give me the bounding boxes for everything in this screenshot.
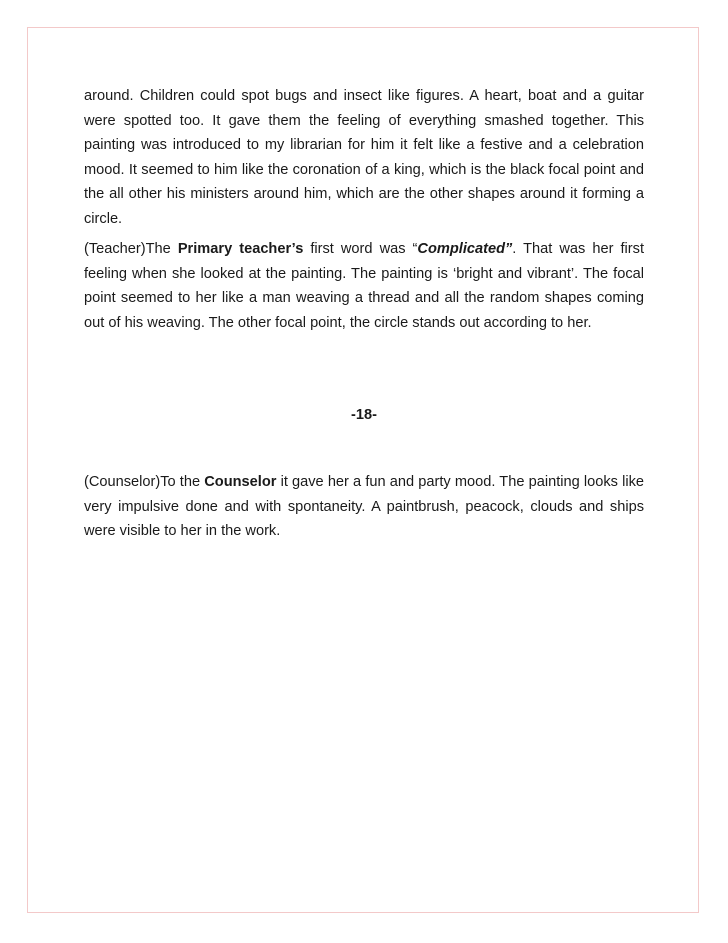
counselor-rest: it gave her a fun and party mood. The painting looks like very impulsive done and with spontaneity. A paintbrush, peacock, clouds and ships were visible to her in the work. [84,474,644,539]
page-number: -18- [351,407,377,423]
document-body [84,84,644,335]
teacher-rest: . That was her first feeling when she looked at the painting. The painting is ‘bright and vibrant’. The focal point seemed to her like a man weaving a thread and all the random shapes coming out of his weaving. The other focal point, the circle stands out according to her. [84,241,644,331]
counselor-prefix: (Counselor)To the [84,474,205,490]
counselor-role: Counselor [204,474,277,490]
teacher-emphasis: Complicated” [417,241,513,257]
paragraph-counselor [84,470,644,544]
teacher-mid: first word was “ [303,241,418,257]
teacher-prefix: (Teacher)The [84,241,178,257]
teacher-role: Primary teacher’s [177,241,304,257]
paragraph-teacher [84,237,644,335]
paragraph-librarian: around. Children could spot bugs and insect like figures. A heart, boat and a guitar were spotted too. It gave them the feeling of everything smashed together. This painting was introduced to my librarian for him it felt like a festive and a celebration mood. It seemed to him like the coronation of a king, which is the black focal point and the all other his ministers around him, which are the other shapes around it forming a circle. [84,88,644,227]
